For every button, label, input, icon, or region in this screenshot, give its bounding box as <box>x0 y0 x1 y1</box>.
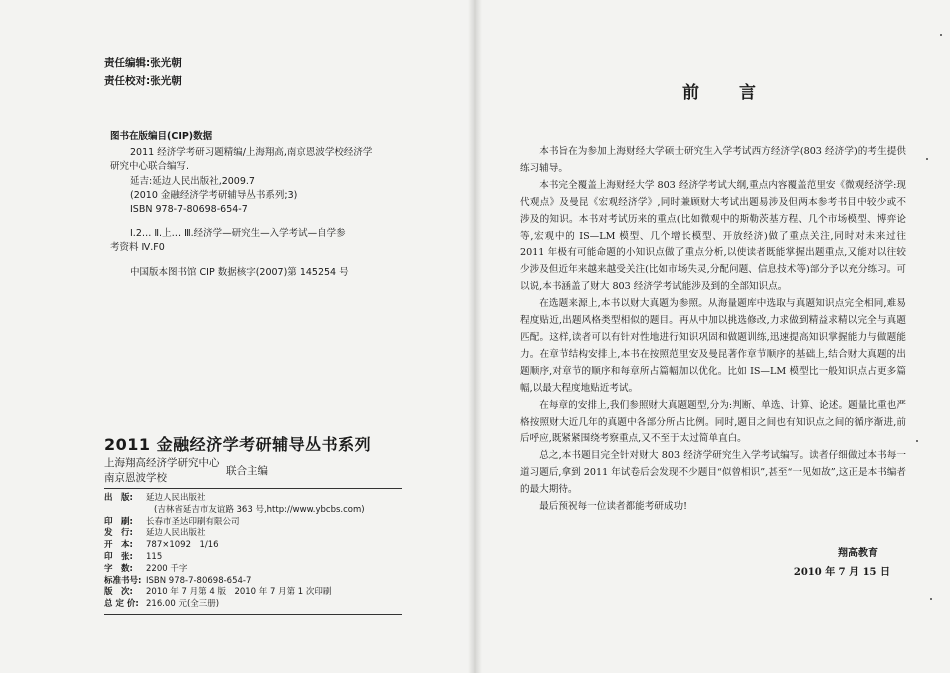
pub-label: 印 张: <box>104 551 133 562</box>
preface-paragraph: 本书完全覆盖上海财经大学 803 经济学考试大纲,重点内容覆盖范里安《微观经济学:现代观点》及曼昆《宏观经济学》,同时兼顾财大考试出题易涉及但两本参考书目中较少或不涉及的知识。本书对考试历来的重点(比如微观中的斯勒茨基方程、几个市场模型、博弈论等,宏观中的 IS—LM 模型、几个增长模型、开放经济)做了重点关注,同时对未来过往 2011 年极有可能命题的小知识点做了重点分析,以使读者既能掌握出题重点,又能对以往较少涉及但近年来越来越受关注(比如市场失灵,分配问题、信息技术等)部分予以充分练习。可以说,本书涵盖了财大 803 经济学考试能涉及到的全部知识点。 <box>520 179 906 293</box>
preface-paragraph: 在每章的安排上,我们参照财大真题题型,分为:判断、单选、计算、论述。题量比重也严格按照财大近几年的真题中各部分所占比例。同时,题目之间也有知识点之间的循序渐进,前后呼应,既紧紧围绕考察重点,又不至于太过简单直白。 <box>520 399 906 445</box>
book-gutter <box>468 0 482 673</box>
preface-paragraph: 最后预祝每一位读者都能考研成功! <box>539 501 687 513</box>
author-name: 上海翔高经济学研究中心 <box>104 457 220 469</box>
pub-row <box>104 505 365 517</box>
pub-label: 版 次: <box>104 587 133 598</box>
author-role: 联合主编 <box>226 465 268 477</box>
pub-row <box>104 517 365 529</box>
pub-value: ISBN 978-7-80698-654-7 <box>146 575 252 586</box>
responsible-proofreader: 责任校对:张光朝 <box>104 75 182 87</box>
pub-value: 延边人民出版社 <box>146 528 206 539</box>
responsible-editor: 责任编辑:张光朝 <box>104 57 182 69</box>
pub-value: (吉林省延吉市友谊路 363 号,http://www.ybcbs.com) <box>154 504 365 515</box>
pub-row <box>104 552 365 564</box>
preface-paragraph: 总之,本书题目完全针对财大 803 经济学研究生入学考试编写。读者仔细做过本书每一道习题后,拿到 2011 年试卷后会发现不少题目“似曾相识”,甚至“一见如故”,这正是本书编者的最大期待。 <box>520 450 906 496</box>
series-title: 2011 金融经济学考研辅导丛书系列 <box>104 435 372 454</box>
author-list <box>104 456 220 486</box>
pub-label: 总 定 价: <box>104 599 139 610</box>
pub-label: 印 刷: <box>104 516 133 527</box>
preface-signature: 翔高教育 <box>838 548 878 559</box>
divider-top <box>104 488 402 489</box>
cip-classification: Ⅰ.2… Ⅱ.上… Ⅲ.经济学—研究生—入学考试—自学参 <box>130 228 346 240</box>
pub-label: 发 行: <box>104 528 133 539</box>
preface-page <box>482 0 950 673</box>
cip-line: (2010 金融经济学考研辅导丛书系列;3) <box>130 189 298 201</box>
pub-row <box>104 599 365 611</box>
pub-value: 2200 千字 <box>146 563 188 574</box>
pub-row <box>104 587 365 599</box>
cip-line: 延吉:延边人民出版社,2009.7 <box>130 175 255 187</box>
pub-row <box>104 576 365 588</box>
pub-label: 开 本: <box>104 540 133 551</box>
pub-row <box>104 528 365 540</box>
pub-value: 216.00 元(全三册) <box>146 599 220 610</box>
pub-label: 字 数: <box>104 563 133 574</box>
cip-data-block <box>110 130 390 280</box>
preface-body <box>520 144 906 516</box>
pub-value: 长春市圣达印刷有限公司 <box>146 516 240 527</box>
preface-date: 2010 年 7 月 15 日 <box>793 567 890 578</box>
scan-speck <box>930 598 932 600</box>
cip-line: 研究中心联合编写. <box>110 161 190 173</box>
cip-library-note: 中国版本图书馆 CIP 数据核字(2007)第 145254 号 <box>130 266 349 278</box>
pub-label <box>104 505 146 517</box>
author-name: 南京恩波学校 <box>104 472 167 484</box>
copyright-page <box>0 0 470 673</box>
pub-value: 115 <box>146 551 163 562</box>
publication-info <box>104 493 365 611</box>
pub-row <box>104 493 365 505</box>
pub-value: 延边人民出版社 <box>146 493 206 503</box>
pub-value: 787×1092 1/16 <box>146 540 219 551</box>
pub-row <box>104 540 365 552</box>
scan-speck <box>916 440 918 442</box>
divider-bottom <box>104 614 402 615</box>
pub-value: 2010 年 7 月第 4 版 2010 年 7 月第 1 次印刷 <box>146 587 332 598</box>
scan-speck <box>926 158 928 160</box>
preface-paragraph: 本书旨在为参加上海财经大学硕士研究生入学考试西方经济学(803 经济学)的考生提供练习辅导。 <box>520 146 906 174</box>
cip-line: 2011 经济学考研习题精编/上海翔高,南京恩波学校经济学 <box>130 147 373 159</box>
pub-label: 出 版: <box>104 493 133 503</box>
editor-credits <box>104 54 182 90</box>
pub-row <box>104 564 365 576</box>
pub-label: 标准书号: <box>104 575 142 586</box>
cip-line: ISBN 978-7-80698-654-7 <box>130 204 248 216</box>
preface-paragraph: 在选题来源上,本书以财大真题为参照。从海量题库中选取与真题知识点完全相同,难易程度贴近,出题风格类型相似的题目。再从中加以挑选修改,力求做到精益求精以完全与真题匹配。这样,读者可以有针对性地进行知识巩固和做题训练,迅速提高知识掌握能力与做题能力。在章节结构安排上,本书在按照范里安及曼昆著作章节顺序的基础上,结合财大真题的出题顺序,对章节的顺序和每章所占篇幅加以优化。比如 IS—LM 模型比一般知识点占更多篇幅,以最大程度地贴近考试。 <box>520 298 906 394</box>
cip-classification: 考资料 Ⅳ.F0 <box>110 242 165 254</box>
cip-heading: 图书在版编目(CIP)数据 <box>110 131 213 142</box>
scan-speck <box>940 34 942 36</box>
preface-title: 前言 <box>682 83 796 103</box>
